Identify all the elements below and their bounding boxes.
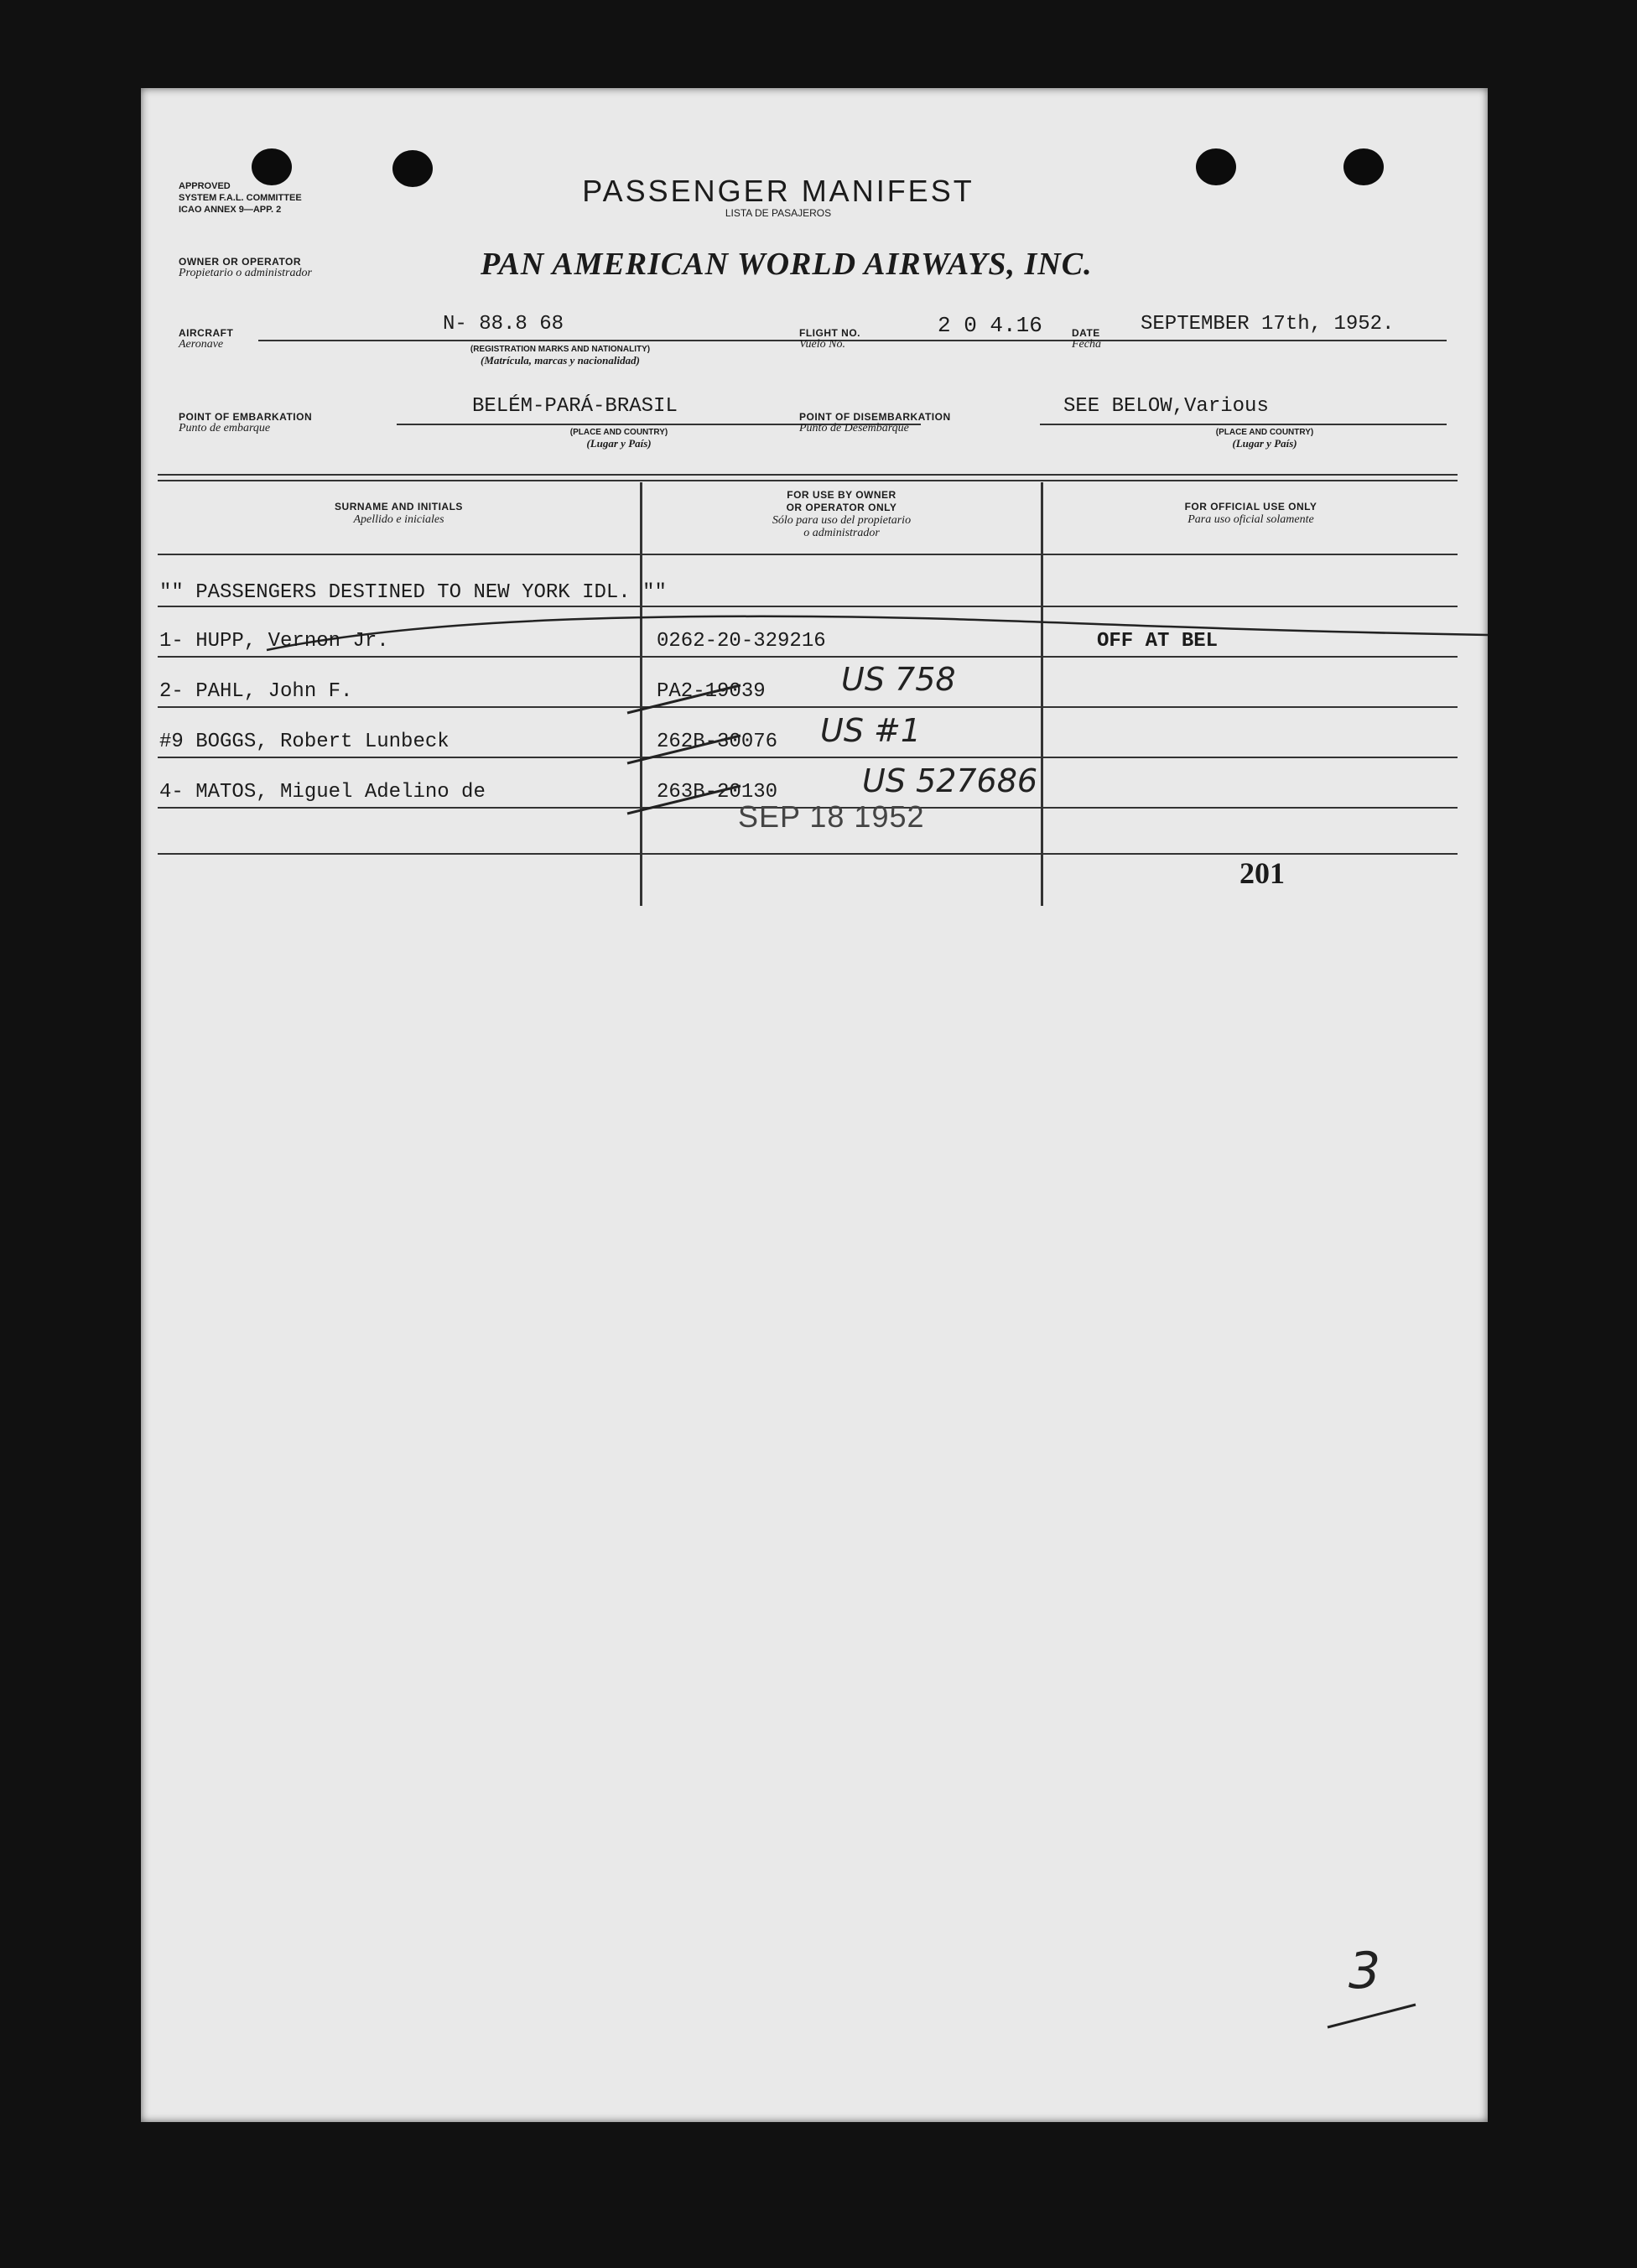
- date-label-es: Fecha: [1072, 338, 1101, 351]
- embarkation-caption: (PLACE AND COUNTRY): [569, 428, 668, 437]
- aircraft-caption-es: (Matrícula, marcas y nacionalidad): [481, 354, 640, 367]
- passenger-code: PA2-19039: [657, 680, 766, 703]
- table-rule-top-2: [158, 480, 1458, 481]
- form-subtitle: LISTA DE PASAJEROS: [725, 207, 832, 219]
- header-bottom-rule: [158, 554, 1458, 555]
- date-underline: [1115, 340, 1447, 341]
- column-header-operator-es2: o administrador: [803, 527, 880, 539]
- form-title-block: [543, 174, 1013, 219]
- disembarkation-caption: (PLACE AND COUNTRY): [1215, 428, 1314, 437]
- handwritten-annotation: US #1: [820, 712, 922, 749]
- aircraft-caption: (REGISTRATION MARKS AND NATIONALITY): [470, 345, 651, 354]
- column-header-operator-l2: OR OPERATOR ONLY: [786, 502, 897, 513]
- embarkation-label-es: Punto de embarque: [179, 422, 271, 434]
- received-date-stamp: SEP 18 1952: [738, 799, 925, 834]
- corner-mark-stroke: [1323, 2000, 1424, 2034]
- disembarkation-caption-es: (Lugar y País): [1232, 437, 1297, 450]
- passenger-name: #9 BOGGS, Robert Lunbeck: [159, 731, 450, 753]
- owner-label-block: [179, 256, 312, 279]
- aircraft-label-block: [179, 327, 233, 351]
- handwritten-annotation: US 527686: [862, 762, 1038, 799]
- passenger-name: 4- MATOS, Miguel Adelino de: [159, 781, 486, 804]
- embarkation-label: POINT OF EMBARKATION: [179, 411, 313, 423]
- disembarkation-value: SEE BELOW,Various: [1063, 395, 1269, 418]
- handwritten-annotation: US 758: [841, 661, 956, 698]
- date-label: DATE: [1072, 327, 1100, 339]
- column-header-operator: [642, 489, 1041, 539]
- date-label-block: [1072, 327, 1101, 351]
- column-header-surname-label: SURNAME AND INITIALS: [335, 501, 463, 512]
- row-rule: [158, 757, 1458, 758]
- column-divider-2: [1041, 482, 1043, 906]
- approval-line-2: SYSTEM F.A.L. COMMITTEE: [179, 193, 302, 203]
- form-title: PASSENGER MANIFEST: [582, 174, 974, 208]
- destination-note: "" PASSENGERS DESTINED TO NEW YORK IDL. "": [159, 581, 667, 604]
- flight-label-es: Vuelo No.: [799, 338, 845, 351]
- aircraft-label-es: Aeronave: [179, 338, 224, 351]
- row-rule: [158, 656, 1458, 658]
- date-value: SEPTEMBER 17th, 1952.: [1141, 313, 1395, 336]
- manifest-document: [141, 88, 1488, 2122]
- disembarkation-label-es: Punto de Desembarque: [799, 422, 909, 434]
- passenger-code: 0262-20-329216: [657, 630, 826, 653]
- column-header-operator-l1: FOR USE BY OWNER: [787, 489, 896, 501]
- page-number: 201: [1239, 856, 1285, 890]
- passenger-name: 1- HUPP, Vernon Jr.: [159, 630, 389, 653]
- column-header-official-label: FOR OFFICIAL USE ONLY: [1184, 501, 1317, 512]
- corner-handwritten-mark: 3: [1349, 1942, 1381, 2000]
- owner-label-es: Propietario o administrador: [179, 267, 312, 279]
- punch-hole: [1343, 148, 1384, 185]
- column-header-official-es: Para uso oficial solamente: [1187, 513, 1314, 526]
- embarkation-value: BELÉM-PARÁ-BRASIL: [472, 395, 678, 418]
- passenger-name: 2- PAHL, John F.: [159, 680, 353, 703]
- aircraft-label: AIRCRAFT: [179, 327, 234, 339]
- aircraft-value: N- 88.8 68: [443, 313, 564, 336]
- flight-label-block: [799, 327, 860, 351]
- punch-hole: [1196, 148, 1236, 185]
- table-rule-top: [158, 474, 1458, 476]
- column-header-official: [1043, 501, 1458, 526]
- approval-block: [179, 180, 302, 216]
- disembarkation-underline: [1040, 424, 1447, 425]
- approval-line-1: APPROVED: [179, 181, 231, 191]
- flight-label: FLIGHT NO.: [799, 327, 860, 339]
- passenger-code: 262B-30076: [657, 731, 778, 753]
- disembarkation-label-block: [799, 411, 951, 434]
- embarkation-caption-es: (Lugar y País): [586, 437, 652, 450]
- owner-value: PAN AMERICAN WORLD AIRWAYS, INC.: [481, 247, 1093, 282]
- punch-hole: [392, 150, 433, 187]
- column-header-surname: [158, 501, 640, 526]
- column-header-surname-es: Apellido e iniciales: [353, 513, 444, 526]
- passenger-code: 263B-20130: [657, 781, 778, 804]
- owner-label: OWNER OR OPERATOR: [179, 256, 302, 268]
- official-note: OFF AT BEL: [1097, 630, 1219, 653]
- disembarkation-label: POINT OF DISEMBARKATION: [799, 411, 951, 423]
- disembarkation-caption-block: [1122, 427, 1407, 449]
- approval-line-3: ICAO ANNEX 9—APP. 2: [179, 205, 282, 215]
- flight-value: 2 0 4.16: [938, 313, 1042, 338]
- row-rule: [158, 853, 1458, 855]
- embarkation-caption-block: [476, 427, 761, 449]
- column-header-operator-es1: Sólo para uso del propietario: [772, 514, 912, 527]
- embarkation-label-block: [179, 411, 312, 434]
- row-rule: [158, 706, 1458, 708]
- aircraft-caption-block: [392, 344, 728, 366]
